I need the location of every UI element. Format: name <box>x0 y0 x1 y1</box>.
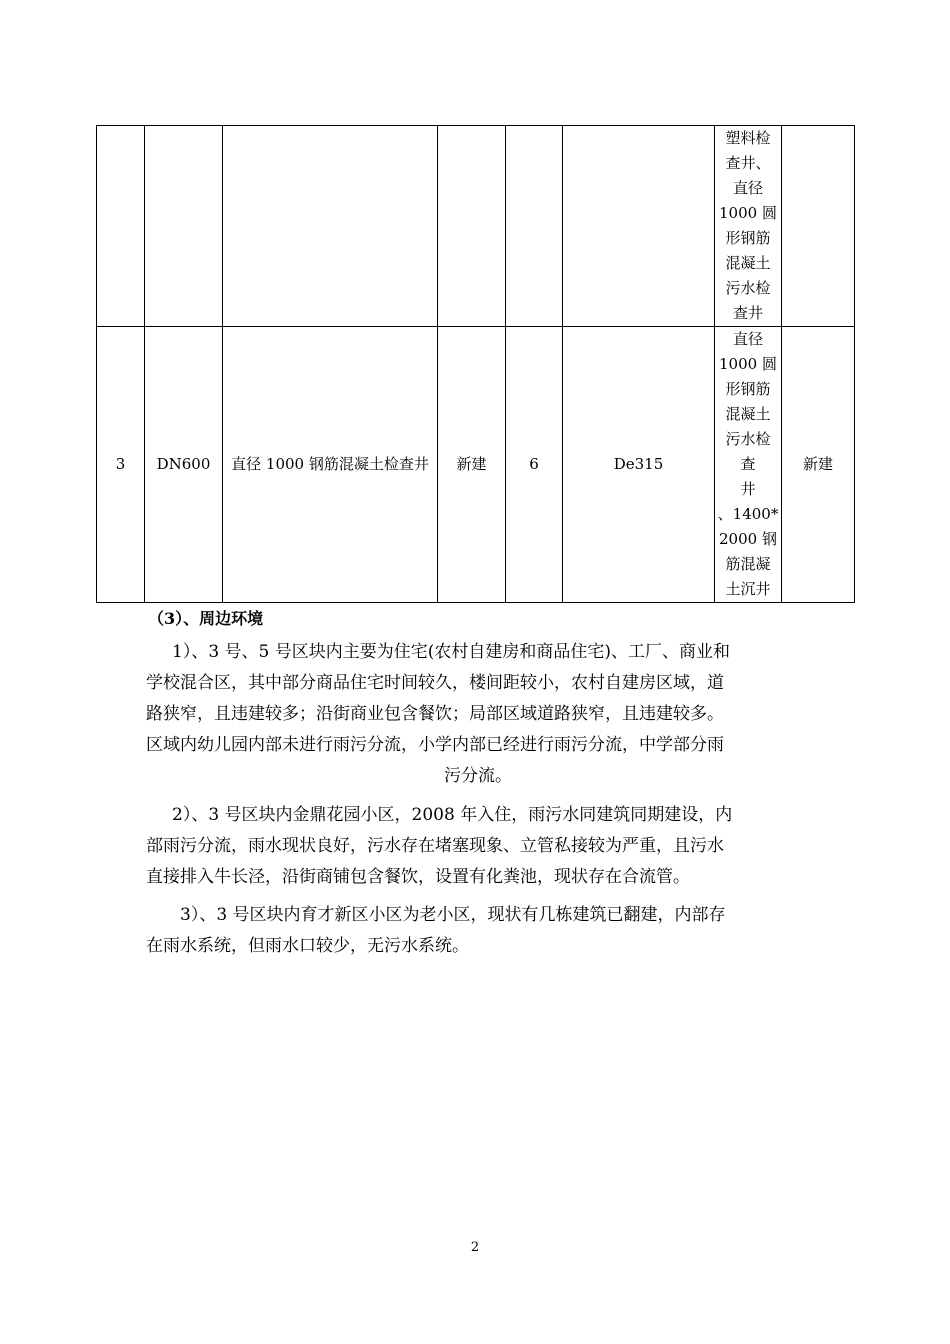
paragraph-line: 直接排入牛长泾，沿街商铺包含餐饮，设置有化粪池，现状存在合流管。 <box>146 867 690 887</box>
paragraph-line: 区域内幼儿园内部未进行雨污分流，小学内部已经进行雨污分流，中学部分雨 <box>146 735 724 755</box>
cell-line: 污水检 <box>725 430 771 448</box>
table-cell <box>145 126 223 327</box>
section-heading: （3）、周边环境 <box>148 609 264 628</box>
cell-line: 直径 <box>732 330 763 348</box>
paragraph-1 <box>146 637 810 792</box>
paragraph-3 <box>146 900 810 962</box>
paragraph-2 <box>146 800 810 893</box>
cell-line: 筋混凝 <box>725 555 771 573</box>
paragraph-line: 污分流。 <box>444 766 512 786</box>
paragraph-line: 2）、3 号区块内金鼎花园小区，2008 年入住，雨污水同建筑同期建设，内 <box>172 805 733 825</box>
table-row <box>97 327 855 603</box>
paragraph-line: 在雨水系统，但雨水口较少，无污水系统。 <box>146 936 469 956</box>
paragraph-line: 路狭窄，且违建较多；沿街商业包含餐饮；局部区域道路狭窄，且违建较多。 <box>146 704 724 724</box>
cell-line: 查井 <box>732 304 763 322</box>
cell-line: 2000 钢 <box>719 530 777 548</box>
cell-line: 塑料检 <box>725 129 771 147</box>
cell-line: 查 <box>740 455 756 473</box>
table-cell-count: 6 <box>506 327 563 603</box>
table-cell-no: 3 <box>97 327 145 603</box>
paragraph-line: 部雨污分流，雨水现状良好，污水存在堵塞现象、立管私接较为严重，且污水 <box>146 836 724 856</box>
cell-line: 形钢筋 <box>725 380 771 398</box>
table-cell-well: 直径 1000 钢筋混凝土检查井 <box>223 327 438 603</box>
pipe-table <box>96 125 855 603</box>
table-cell-type: 新建 <box>438 327 506 603</box>
cell-line: 混凝土 <box>725 405 771 423</box>
cell-line: 查井、 <box>725 154 771 172</box>
table-cell <box>223 126 438 327</box>
cell-line: 井 <box>740 480 756 498</box>
cell-line: 直径 <box>732 179 763 197</box>
cell-line: 1000 圆 <box>719 204 777 222</box>
cell-line: 混凝土 <box>725 254 771 272</box>
cell-line: 土沉井 <box>725 580 771 598</box>
table-cell-type2: 新建 <box>782 327 855 603</box>
table-cell <box>97 126 145 327</box>
table-cell <box>782 126 855 327</box>
paragraph-line: 3）、3 号区块内育才新区小区为老小区，现状有几栋建筑已翻建，内部存 <box>180 905 726 925</box>
table-cell <box>438 126 506 327</box>
cell-line: 1000 圆 <box>719 355 777 373</box>
table-cell-well-type <box>715 126 782 327</box>
table-row <box>97 126 855 327</box>
cell-line: 形钢筋 <box>725 229 771 247</box>
table-cell <box>563 126 715 327</box>
paragraph-line: 学校混合区，其中部分商品住宅时间较久，楼间距较小，农村自建房区域，道 <box>146 673 724 693</box>
table-cell <box>506 126 563 327</box>
page-number: 2 <box>470 1240 480 1255</box>
paragraph-line: 1）、3 号、5 号区块内主要为住宅(农村自建房和商品住宅)、工厂、商业和 <box>172 642 731 662</box>
cell-line: 污水检 <box>725 279 771 297</box>
cell-line: 、1400* <box>717 505 779 523</box>
table-cell-pipe: De315 <box>563 327 715 603</box>
table-cell-diameter: DN600 <box>145 327 223 603</box>
table-cell-well-type <box>715 327 782 603</box>
